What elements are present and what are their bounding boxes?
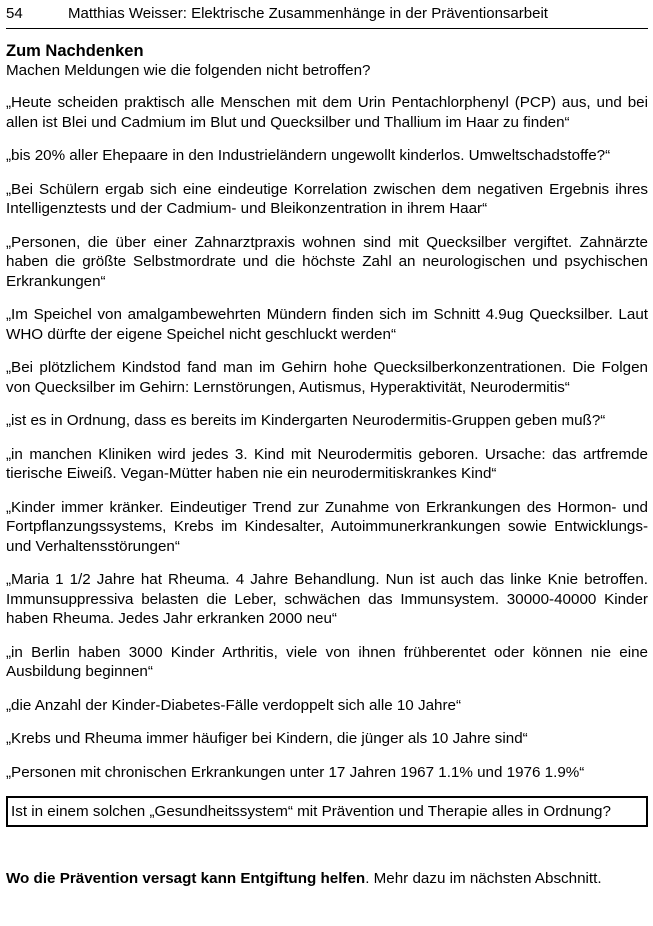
quote-list	[6, 93, 648, 782]
closing-bold-text: Wo die Prävention versagt kann Entgiftung helfen	[6, 870, 366, 887]
section-heading: Zum Nachdenken	[6, 42, 144, 60]
quote-item: „in Berlin haben 3000 Kinder Arthritis, viele von ihnen frühberentet oder können nie eine Ausbildung beginnen“	[6, 643, 648, 680]
quote-item: „Bei Schülern ergab sich eine eindeutige Korrelation zwischen dem negativen Ergebnis ihres Intelligenztests und der Cadmium- und Bleikonzentration in ihrem Haar“	[6, 180, 648, 217]
quote-item: „Krebs und Rheuma immer häufiger bei Kindern, die jünger als 10 Jahre sind“	[6, 730, 528, 747]
document-page	[6, 0, 648, 903]
page-number: 54	[6, 5, 23, 22]
running-title: Matthias Weisser: Elektrische Zusammenhänge in der Präventionsarbeit	[68, 5, 548, 22]
quote-item: „Im Speichel von amalgambewehrten Mündern finden sich im Schnitt 4.9ug Quecksilber. Laut WHO dürfte der eigene Speichel nicht geschluckt werden“	[6, 306, 648, 343]
quote-item: „Bei plötzlichem Kindstod fand man im Gehirn hohe Quecksilberkonzentrationen. Die Folgen von Quecksilber im Gehirn: Lernstörungen, Autismus, Hyperaktivität, Neurodermitis“	[6, 359, 648, 396]
closing-paragraph	[6, 869, 648, 888]
quote-item: „in manchen Kliniken wird jedes 3. Kind mit Neurodermitis geboren. Ursache: das artfremde tierische Eiweiß. Vegan-Mütter haben nie ein neurodermitiskrankes Kind“	[6, 445, 648, 482]
quote-item: „Personen, die über einer Zahnarztpraxis wohnen sind mit Quecksilber vergiftet. Zahnärzte haben die größte Selbstmordrate und die höchste Zahl an neurologischen und psychischen Erkrankungen“	[6, 233, 648, 290]
closing-rest-text: . Mehr dazu im nächsten Abschnitt.	[365, 870, 602, 887]
running-header	[6, 0, 648, 29]
quote-item: „Personen mit chronischen Erkrankungen unter 17 Jahren 1967 1.1% und 1976 1.9%“	[6, 763, 585, 781]
boxed-question: Ist in einem solchen „Gesundheitssystem“ mit Prävention und Therapie alles in Ordnung?	[6, 796, 648, 827]
quote-item: „Kinder immer kränker. Eindeutiger Trend zur Zunahme von Erkrankungen des Hormon- und Fortpflanzungssystems, Krebs im Kindesalter, Autoimmunerkrankungen sowie Entwicklungs- und Verhaltensstörungen“	[6, 498, 648, 555]
quote-item: „bis 20% aller Ehepaare in den Industrieländern ungewollt kinderlos. Umweltschadstoffe?“	[6, 147, 611, 164]
quote-item: „Maria 1 1/2 Jahre hat Rheuma. 4 Jahre Behandlung. Nun ist auch das linke Knie betroffen. Immunsuppressiva belasten die Leber, schwächen das Immunsystem. 30000-40000 Kinder haben Rheuma. Jedes Jahr erkranken 2000 neu“	[6, 571, 648, 627]
quote-item: „die Anzahl der Kinder-Diabetes-Fälle verdoppelt sich alle 10 Jahre“	[6, 696, 462, 714]
section-intro: Machen Meldungen wie die folgenden nicht betroffen?	[6, 62, 371, 79]
quote-item: „ist es in Ordnung, dass es bereits im Kindergarten Neurodermitis-Gruppen geben muß?“	[6, 412, 606, 429]
quote-item: „Heute scheiden praktisch alle Menschen mit dem Urin Pentachlorphenyl (PCP) aus, und bei allen ist Blei und Cadmium im Blut und Quecksilber und Thallium im Haar zu finden“	[6, 94, 648, 131]
